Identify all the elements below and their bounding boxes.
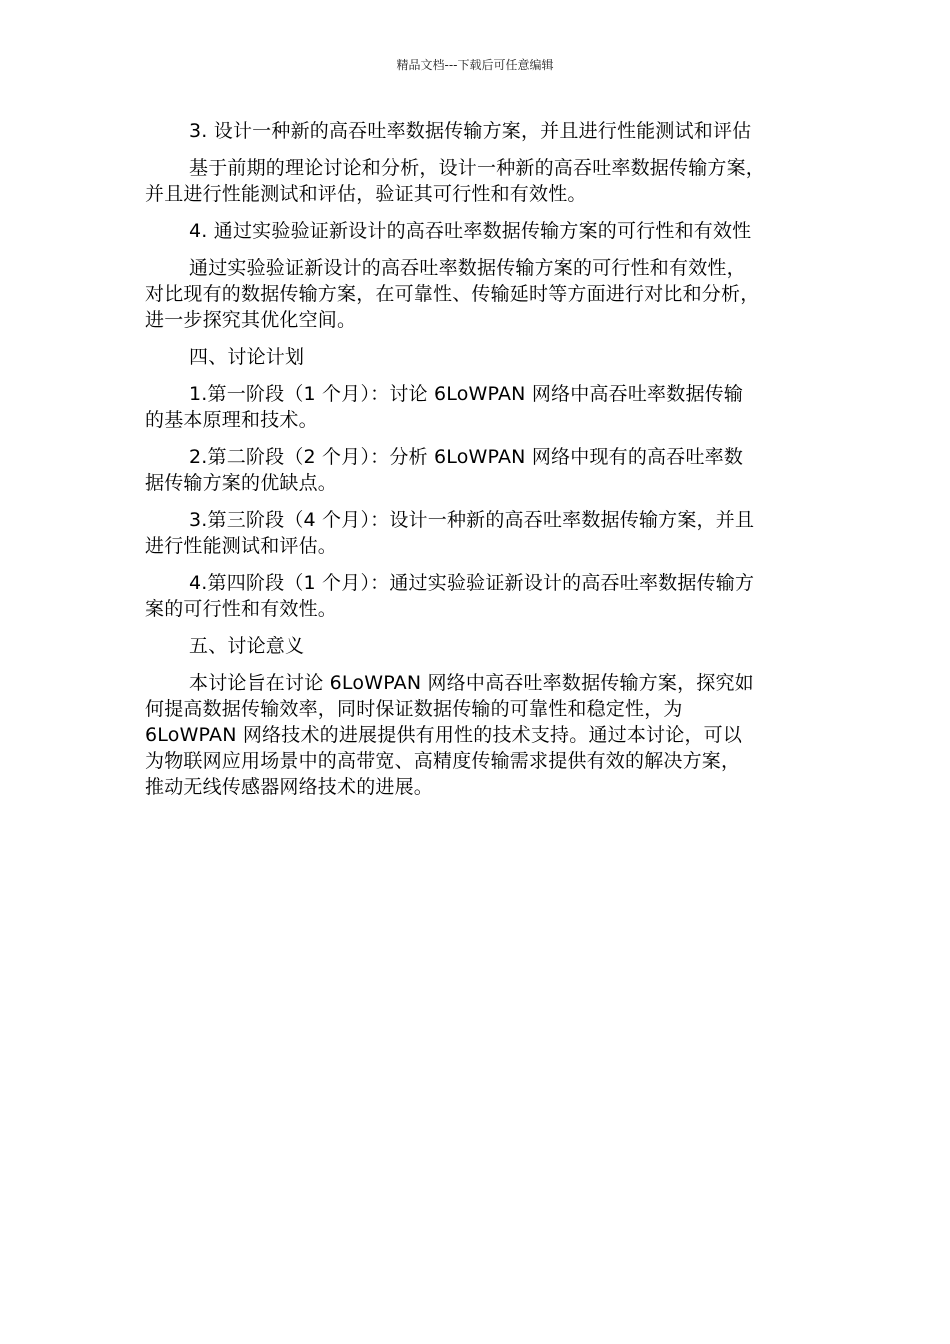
text-line: 对比现有的数据传输方案，在可靠性、传输延时等方面进行对比和分析，: [145, 283, 760, 305]
text-line: 的基本原理和技术。: [145, 409, 318, 431]
text-line: 推动无线传感器网络技术的进展。: [145, 776, 434, 798]
text-line: 为物联网应用场景中的高带宽、高精度传输需求提供有效的解决方案，: [145, 750, 741, 772]
body-paragraph: [145, 155, 810, 207]
text-line: 1.第一阶段（1 个月）：讨论 6LoWPAN 网络中高吞吐率数据传输: [189, 383, 744, 405]
page-header: 精品文档---下载后可任意编辑: [396, 58, 554, 72]
body-paragraph: [145, 670, 810, 800]
text-line: 4. 通过实验验证新设计的高吞吐率数据传输方案的可行性和有效性: [189, 220, 752, 242]
plan-stage-1: [145, 381, 810, 433]
text-line: 进一步探究其优化空间。: [145, 309, 357, 331]
text-line: 6LoWPAN 网络技术的进展提供有用性的技术支持。通过本讨论，可以: [145, 724, 743, 746]
text-line: 2.第二阶段（2 个月）：分析 6LoWPAN 网络中现有的高吞吐率数: [189, 446, 744, 468]
document-body: [145, 118, 810, 811]
text-line: 基于前期的理论讨论和分析，设计一种新的高吞吐率数据传输方案，: [189, 157, 766, 179]
section-heading-significance: [145, 633, 810, 659]
text-line: 4.第四阶段（1 个月）：通过实验验证新设计的高吞吐率数据传输方: [189, 572, 755, 594]
plan-stage-4: [145, 570, 810, 622]
text-line: 案的可行性和有效性。: [145, 598, 338, 620]
heading-item-4: [145, 218, 810, 244]
text-line: 四、讨论计划: [189, 346, 305, 368]
text-line: 并且进行性能测试和评估，验证其可行性和有效性。: [145, 183, 587, 205]
text-line: 何提高数据传输效率，同时保证数据传输的可靠性和稳定性，为: [145, 698, 683, 720]
text-line: 本讨论旨在讨论 6LoWPAN 网络中高吞吐率数据传输方案，探究如: [189, 672, 754, 694]
text-line: 3.第三阶段（4 个月）：设计一种新的高吞吐率数据传输方案，并且: [189, 509, 755, 531]
text-line: 通过实验验证新设计的高吞吐率数据传输方案的可行性和有效性，: [189, 257, 746, 279]
section-heading-plan: [145, 344, 810, 370]
plan-stage-2: [145, 444, 810, 496]
text-line: 五、讨论意义: [189, 635, 305, 657]
body-paragraph: [145, 255, 810, 333]
plan-stage-3: [145, 507, 810, 559]
text-line: 3. 设计一种新的高吞吐率数据传输方案，并且进行性能测试和评估: [189, 120, 752, 142]
text-line: 据传输方案的优缺点。: [145, 472, 338, 494]
text-line: 进行性能测试和评估。: [145, 535, 338, 557]
heading-item-3: [145, 118, 810, 144]
